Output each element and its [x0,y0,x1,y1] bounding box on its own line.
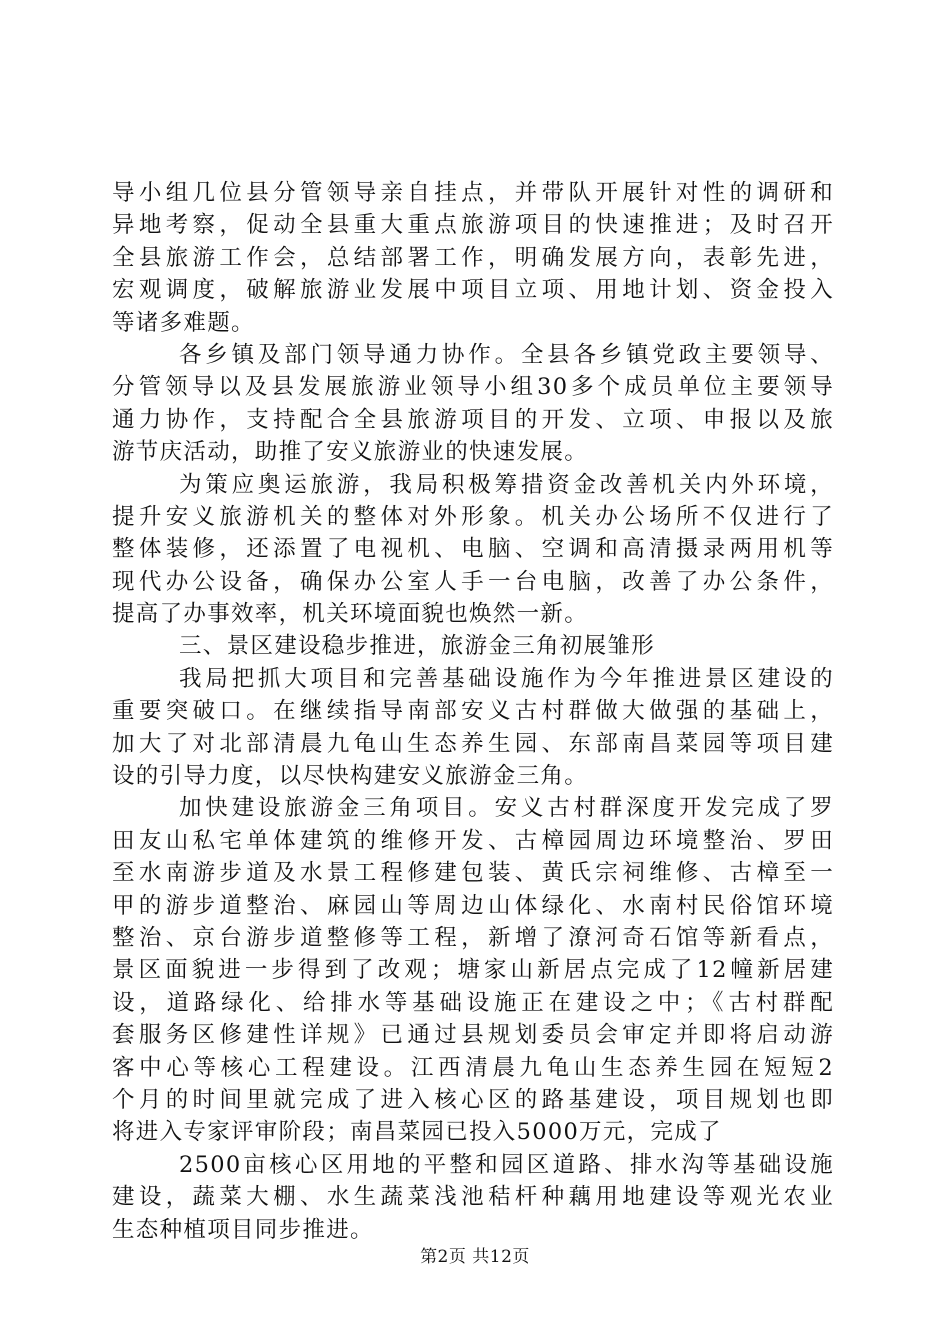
text-line: 三、景区建设稳步推进，旅游金三角初展雏形 [179,633,656,660]
text-line: 将进入专家评审阶段；南昌菜园已投入5000万元，完成了 [112,1119,722,1146]
text-line: 个月的时间里就完成了进入核心区的路基建设，项目规划也即 [112,1086,834,1113]
text-line: 导小组几位县分管领导亲自挂点，并带队开展针对性的调研和 [112,180,834,206]
text-line: 全县旅游工作会，总结部署工作，明确发展方向，表彰先进， [112,244,834,271]
text-line: 重要突破口。在继续指导南部安义古村群做大做强的基础上， [112,698,834,725]
text-line: 田友山私宅单体建筑的维修开发、古樟园周边环境整治、罗田 [112,827,834,854]
text-line: 提升安义旅游机关的整体对外形象。机关办公场所不仅进行了 [112,503,834,530]
text-line: 我局把抓大项目和完善基础设施作为今年推进景区建设的 [179,665,834,692]
text-line: 建设，蔬菜大棚、水生蔬菜浅池秸杆种藕用地建设等观光农业 [112,1184,834,1211]
text-line: 客中心等核心工程建设。江西清晨九龟山生态养生园在短短2 [112,1054,834,1081]
text-line: 设，道路绿化、给排水等基础设施正在建设之中；《古村群配 [112,989,834,1016]
page-footer: 第2页 共12页 [420,1247,530,1267]
text-line: 设的引导力度，以尽快构建安义旅游金三角。 [112,763,589,790]
text-line: 生态种植项目同步推进。 [112,1216,374,1243]
text-line: 甲的游步道整治、麻园山等周边山体绿化、水南村民俗馆环境 [112,892,834,919]
text-line: 加快建设旅游金三角项目。安义古村群深度开发完成了罗 [179,795,834,822]
text-line: 异地考察，促动全县重大重点旅游项目的快速推进；及时召开 [112,212,834,239]
text-line: 景区面貌进一步得到了改观；塘家山新居点完成了12幢新居建 [112,957,834,984]
text-line: 整体装修，还添置了电视机、电脑、空调和高清摄录两用机等 [112,536,834,563]
text-line: 分管领导以及县发展旅游业领导小组30多个成员单位主要领导 [112,374,834,401]
text-line: 为策应奥运旅游，我局积极筹措资金改善机关内外环境， [179,471,834,498]
text-line: 加大了对北部清晨九龟山生态养生园、东部南昌菜园等项目建 [112,730,834,757]
text-line: 套服务区修建性详规》已通过县规划委员会审定并即将启动游 [112,1022,834,1049]
text-line: 整治、京台游步道整修等工程，新增了潦河奇石馆等新看点， [112,924,834,951]
document-body [112,177,834,1246]
text-line: 游节庆活动，助推了安义旅游业的快速发展。 [112,439,589,466]
text-line: 通力协作，支持配合全县旅游项目的开发、立项、申报以及旅 [112,406,834,433]
text-line: 至水南游步道及水景工程修建包装、黄氏宗祠维修、古樟至一 [112,860,834,887]
text-line: 宏观调度，破解旅游业发展中项目立项、用地计划、资金投入 [112,277,834,304]
text-line: 2500亩核心区用地的平整和园区道路、排水沟等基础设施 [179,1151,834,1178]
text-line: 各乡镇及部门领导通力协作。全县各乡镇党政主要领导、 [179,341,834,368]
text-line: 现代办公设备，确保办公室人手一台电脑，改善了办公条件， [112,568,834,595]
text-line: 等诸多难题。 [112,309,255,336]
text-line: 提高了办事效率，机关环境面貌也焕然一新。 [112,601,589,628]
